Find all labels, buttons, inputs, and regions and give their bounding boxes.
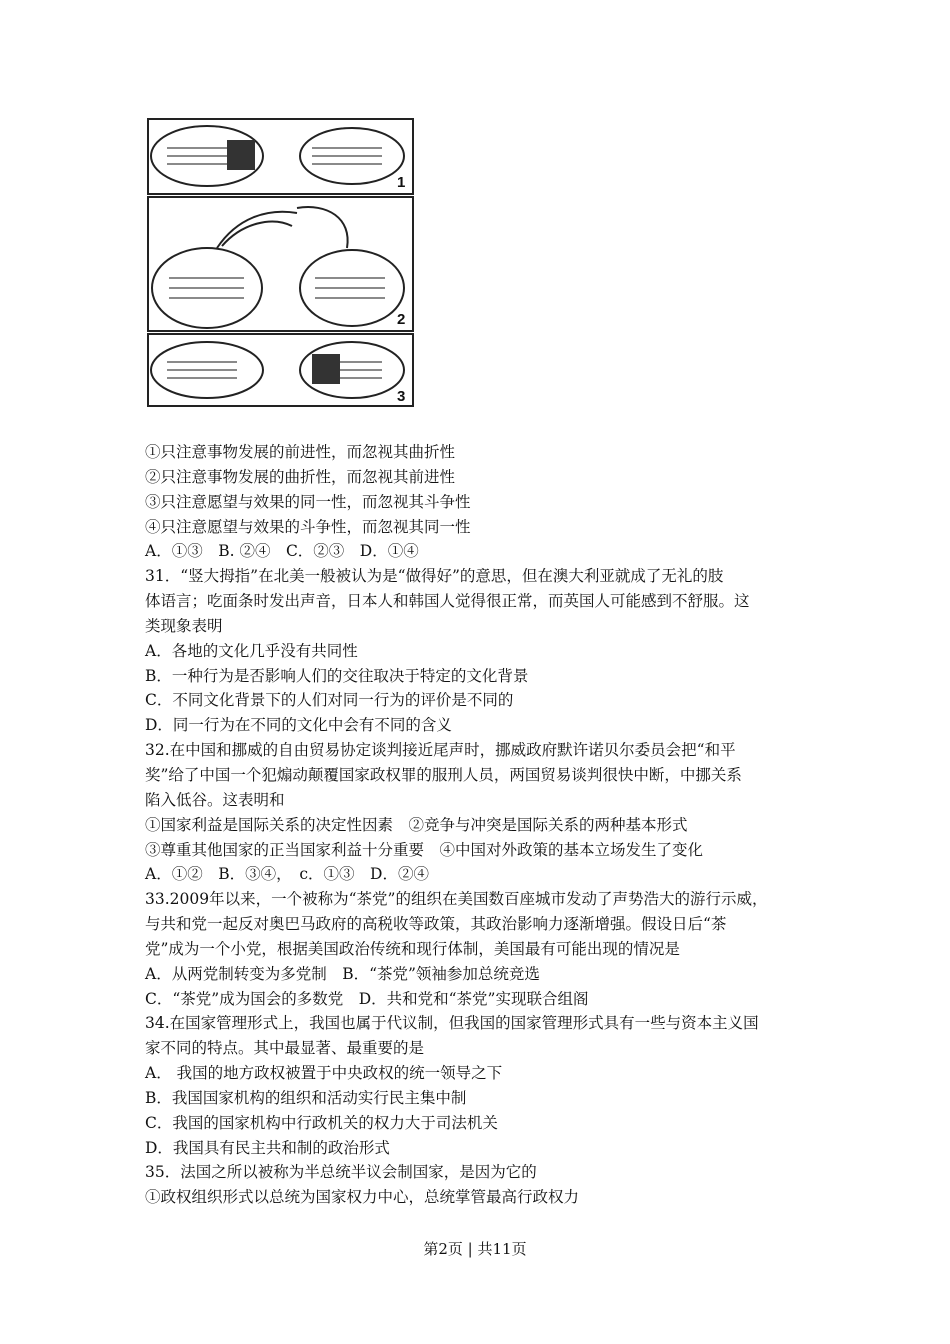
panel-label-3: 3	[397, 388, 406, 405]
text-line: 奖”给了中国一个犯煽动颠覆国家政权罪的服刑人员，两国贸易谈判很快中断，中挪关系	[145, 765, 742, 784]
text-line: C．不同文化背景下的人们对同一行为的评价是不同的	[145, 691, 514, 710]
text-line: 35．法国之所以被称为半总统半议会制国家，是因为它的	[145, 1163, 537, 1182]
text-line: ①只注意事物发展的前进性，而忽视其曲折性	[145, 443, 456, 461]
text-line: ②只注意事物发展的曲折性，而忽视其前进性	[145, 467, 456, 486]
text-line: 体语言；吃面条时发出声音，日本人和韩国人觉得很正常，而英国人可能感到不舒服。这	[145, 592, 750, 611]
text-line: ①政权组织形式以总统为国家权力中心，总统掌管最高行政权力	[145, 1188, 580, 1207]
text-line: B．我国国家机构的组织和活动实行民主集中制	[145, 1088, 467, 1107]
text-line: 34.在国家管理形式上，我国也属于代议制，但我国的国家管理形式具有一些与资本主义国	[145, 1014, 759, 1033]
page-footer: 第2页 | 共11页	[423, 1240, 527, 1258]
text-line: A．①② B．③④， c．①③ D．②④	[145, 865, 429, 884]
text-line: A．①③ B. ②④ C．②③ D．①④	[145, 542, 419, 561]
text-line: ①国家利益是国际关系的决定性因素 ②竞争与冲突是国际关系的两种基本形式	[145, 815, 688, 834]
text-line: D．同一行为在不同的文化中会有不同的含义	[145, 716, 452, 735]
panel-label-2: 2	[397, 311, 406, 328]
panel-label-1: 1	[397, 174, 406, 191]
text-line: C．我国的国家机构中行政机关的权力大于司法机关	[145, 1113, 498, 1132]
text-line: 类现象表明	[145, 616, 223, 635]
text-line: C．“茶党”成为国会的多数党 D．共和党和“茶党”实现联合组阁	[145, 989, 589, 1008]
text-line: ④只注意愿望与效果的斗争性，而忽视其同一性	[145, 517, 471, 536]
text-line: ③尊重其他国家的正当国家利益十分重要 ④中国对外政策的基本立场发生了变化	[145, 840, 704, 859]
text-line: B．一种行为是否影响人们的交往取决于特定的文化背景	[145, 666, 529, 685]
text-line: 党”成为一个小党，根据美国政治传统和现行体制，美国最有可能出现的情况是	[145, 939, 680, 958]
cartoon-illustration	[147, 118, 415, 408]
text-line: A．各地的文化几乎没有共同性	[145, 641, 358, 660]
text-line: 31．“竖大拇指”在北美一般被认为是“做得好”的意思，但在澳大利亚就成了无礼的肢	[145, 567, 724, 586]
text-line: 家不同的特点。其中最显著、最重要的是	[145, 1039, 425, 1058]
text-line: 陷入低谷。这表明和	[145, 790, 285, 809]
question-text	[145, 440, 825, 1210]
text-line: 32.在中国和挪威的自由贸易协定谈判接近尾声时，挪威政府默许诺贝尔委员会把“和平	[145, 741, 736, 760]
text-line: ③只注意愿望与效果的同一性，而忽视其斗争性	[145, 492, 471, 511]
text-line: A． 我国的地方政权被置于中央政权的统一领导之下	[145, 1064, 503, 1083]
cartoon-figure	[147, 118, 415, 408]
text-line: 33.2009年以来，一个被称为“茶党”的组织在美国数百座城市发动了声势浩大的游行示威，	[145, 890, 768, 909]
text-line: D．我国具有民主共和制的政治形式	[145, 1138, 390, 1157]
text-line: A．从两党制转变为多党制 B．“茶党”领袖参加总统竞选	[145, 964, 540, 983]
text-line: 与共和党一起反对奥巴马政府的高税收等政策，其政治影响力逐渐增强。假设日后“茶	[145, 915, 727, 934]
